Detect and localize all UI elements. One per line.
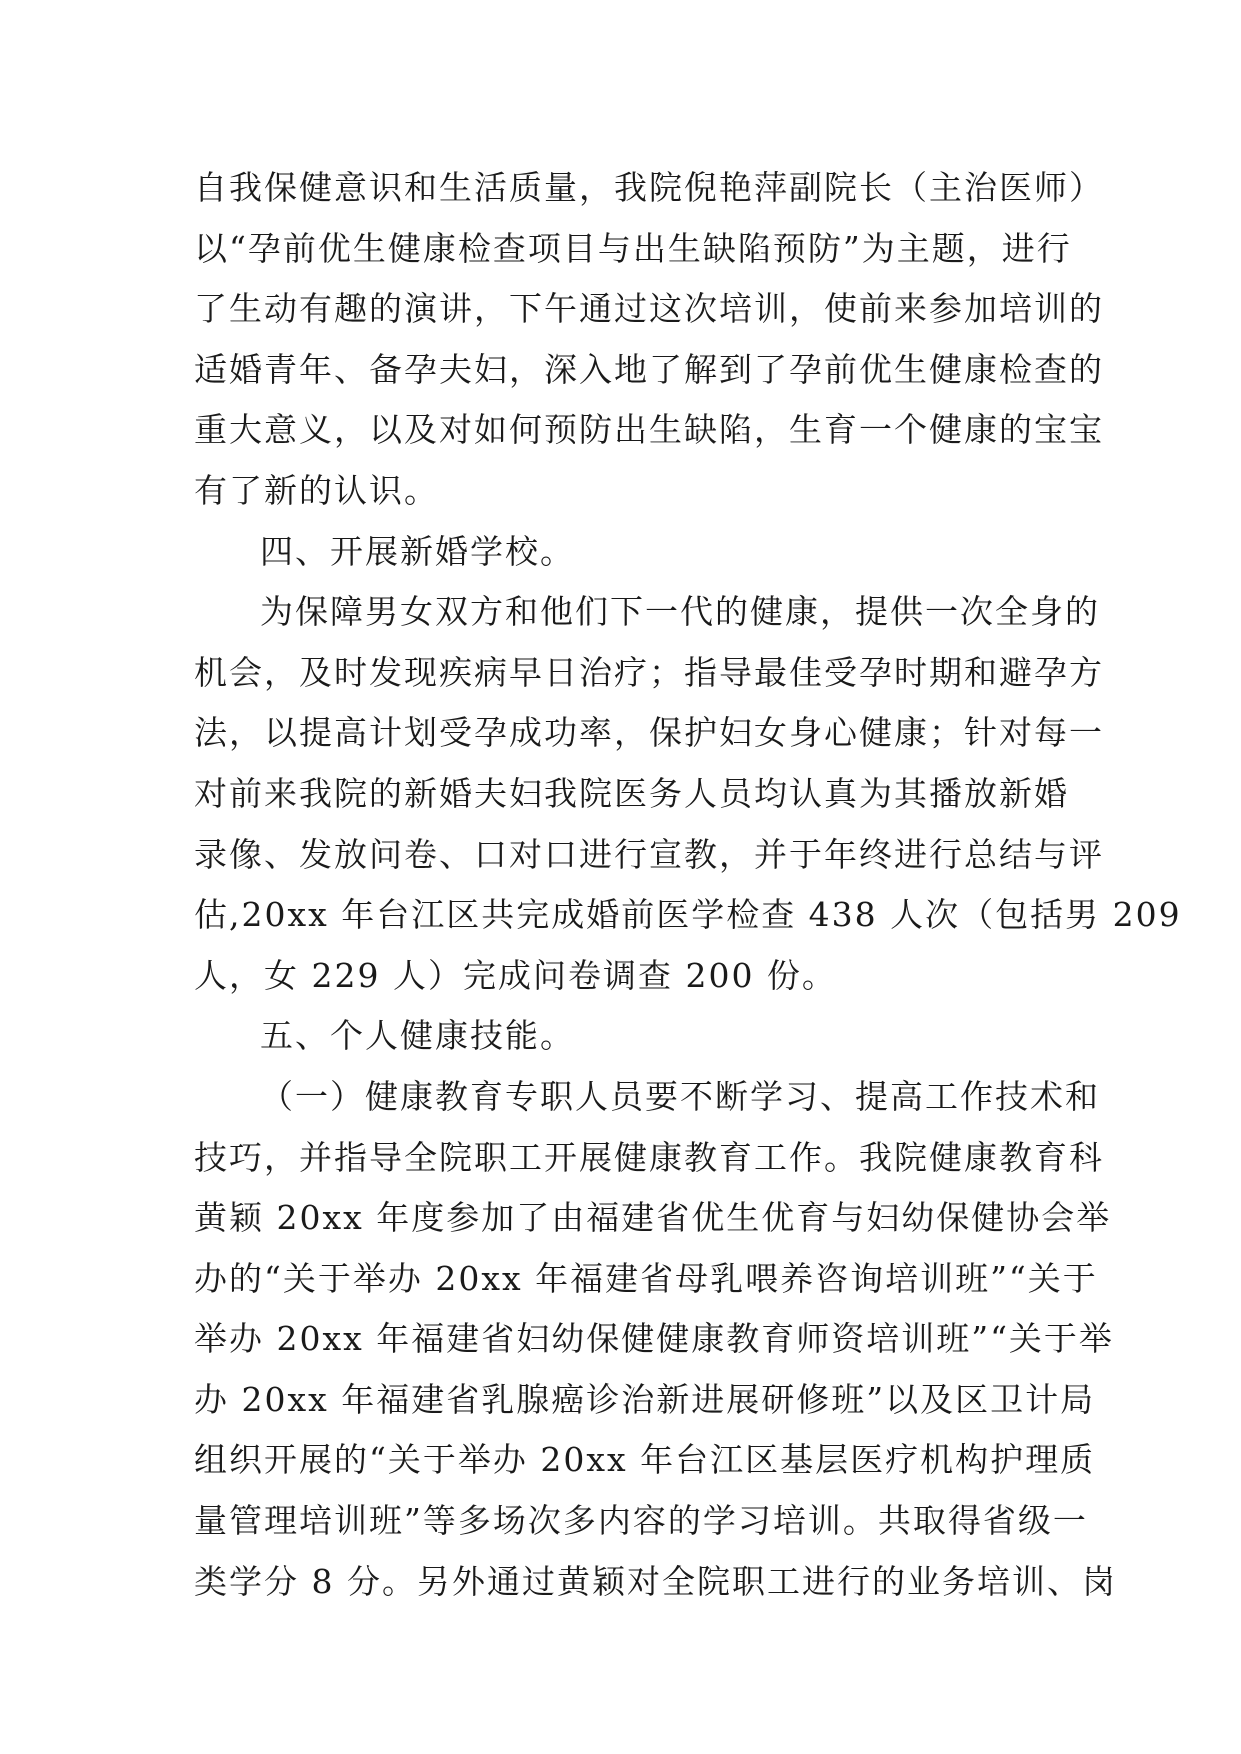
text-line: 组织开展的“关于举办 20xx 年台江区基层医疗机构护理质 — [194, 1440, 1096, 1480]
text-line: 估,20xx 年台江区共完成婚前医学检查 438 人次（包括男 209 — [194, 895, 1182, 935]
document-body — [194, 158, 1182, 1612]
text-line: 了生动有趣的演讲，下午通过这次培训，使前来参加培训的 — [194, 289, 1104, 329]
text-line: 有了新的认识。 — [194, 470, 439, 510]
text-line: 机会，及时发现疾病早日治疗；指导最佳受孕时期和避孕方 — [194, 652, 1104, 692]
paragraph-personal-skills — [194, 1067, 1117, 1612]
text-line: 适婚青年、备孕夫妇，深入地了解到了孕前优生健康检查的 — [194, 349, 1104, 389]
paragraph-newlywed-school — [194, 582, 1182, 1006]
text-line: 以“孕前优生健康检查项目与出生缺陷预防”为主题，进行 — [194, 228, 1072, 268]
text-line: 黄颖 20xx 年度参加了由福建省优生优育与妇幼保健协会举 — [194, 1198, 1112, 1238]
text-line: 法，以提高计划受孕成功率，保护妇女身心健康；针对每一 — [194, 713, 1104, 753]
text-line: 技巧，并指导全院职工开展健康教育工作。我院健康教育科 — [194, 1137, 1104, 1177]
section-heading-four — [194, 522, 1054, 583]
text-line: 办的“关于举办 20xx 年福建省母乳喂养咨询培训班”“关于 — [194, 1258, 1098, 1298]
text-line: 人，女 229 人）完成问卷调查 200 份。 — [194, 955, 837, 995]
text-line: 办 20xx 年福建省乳腺癌诊治新进展研修班”以及区卫计局 — [194, 1379, 1096, 1419]
text-line: 类学分 8 分。另外通过黄颖对全院职工进行的业务培训、岗 — [194, 1561, 1117, 1601]
text-line: （一）健康教育专职人员要不断学习、提高工作技术和 — [260, 1076, 1100, 1116]
text-line: 五、个人健康技能。 — [260, 1016, 575, 1056]
text-line: 录像、发放问卷、口对口进行宣教，并于年终进行总结与评 — [194, 834, 1104, 874]
text-line: 量管理培训班”等多场次多内容的学习培训。共取得省级一 — [194, 1501, 1088, 1541]
text-line: 为保障男女双方和他们下一代的健康，提供一次全身的 — [260, 592, 1100, 632]
section-heading-five — [194, 1006, 1054, 1067]
text-line: 四、开展新婚学校。 — [260, 531, 575, 571]
paragraph-health-lecture — [194, 158, 1104, 522]
text-line: 自我保健意识和生活质量，我院倪艳萍副院长（主治医师） — [194, 168, 1104, 207]
text-line: 重大意义，以及对如何预防出生缺陷，生育一个健康的宝宝 — [194, 410, 1104, 450]
text-line: 举办 20xx 年福建省妇幼保健健康教育师资培训班”“关于举 — [194, 1319, 1114, 1359]
text-line: 对前来我院的新婚夫妇我院医务人员均认真为其播放新婚 — [194, 773, 1069, 813]
